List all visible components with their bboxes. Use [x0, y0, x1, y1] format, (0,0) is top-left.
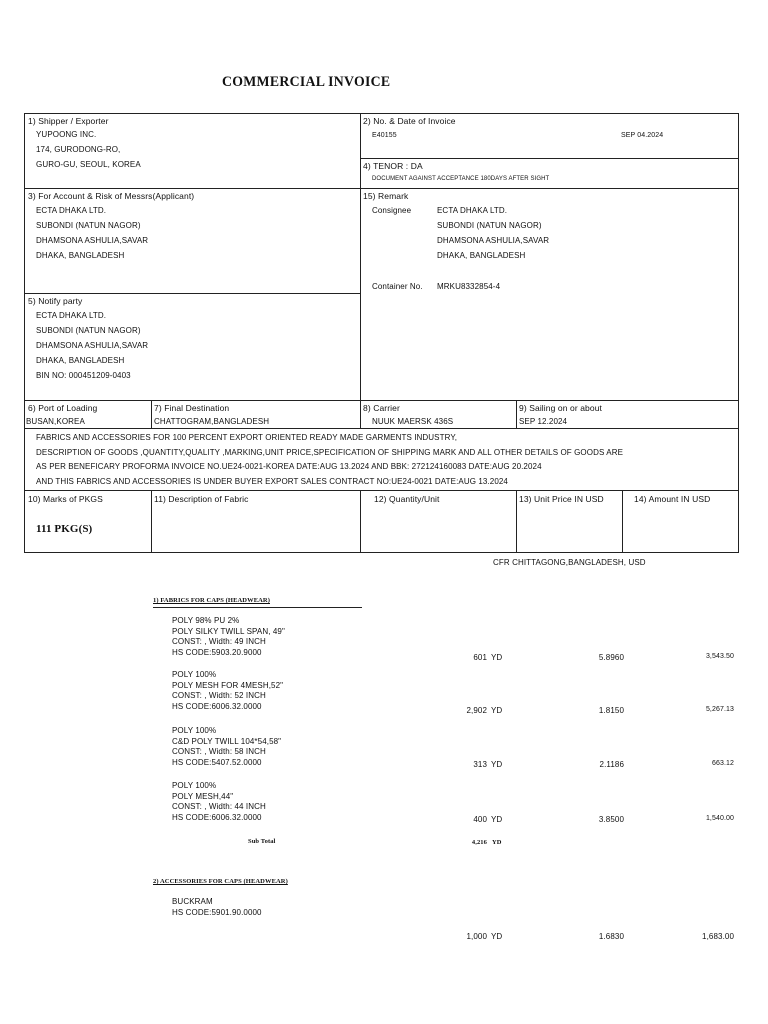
consignee-address: ECTA DHAKA LTD. SUBONDI (NATUN NAGOR) DHAMSONA ASHULIA,SAVAR DHAKA, BANGLADESH: [437, 206, 550, 260]
carrier: NUUK MAERSK 436S: [372, 417, 454, 426]
item-unit-price: 2.1186: [599, 760, 624, 769]
section-accessories-title: 2) ACCESSORIES FOR CAPS (HEADWEAR): [153, 878, 288, 885]
container-label: Container No.: [372, 282, 423, 291]
sailing-date: SEP 12.2024: [519, 417, 568, 426]
item-quantity: 601: [473, 653, 487, 662]
invoice-date: SEP 04.2024: [621, 132, 664, 139]
item-unit-price: 3.8500: [598, 815, 624, 824]
final-destination: CHATTOGRAM,BANGLADESH: [154, 417, 270, 426]
line-item: POLY 100% POLY MESH FOR 4MESH,52" CONST: , Width: 52 INCH HS CODE:6006.32.0000: [172, 670, 284, 711]
subtotal-label: Sub Total: [248, 838, 276, 845]
item-unit: YD: [491, 653, 503, 662]
shipper-address: YUPOONG INC. 174, GURODONG-RO, GURO-GU, SEOUL, KOREA: [36, 130, 141, 169]
column-unit-price: 13) Unit Price IN USD: [519, 494, 604, 504]
item-amount: 1,683.00: [702, 932, 734, 941]
container-number: MRKU8332854-4: [437, 282, 501, 291]
sailing-label: 9) Sailing on or about: [519, 403, 603, 413]
item-amount: 663.12: [711, 760, 734, 767]
shipper-label: 1) Shipper / Exporter: [28, 116, 109, 126]
column-description: 11) Description of Fabric: [154, 494, 249, 504]
carrier-label: 8) Carrier: [363, 403, 400, 413]
subtotal-quantity: 4,216: [471, 839, 487, 846]
item-unit: YD: [491, 706, 503, 715]
goods-description: FABRICS AND ACCESSORIES FOR 100 PERCENT EXPORT ORIENTED READY MADE GARMENTS INDUSTRY, DESCRIPTION OF GOODS ,QUANTITY,QUALITY ,MARKING,UNIT PRICE,SPECIFICATION OF SHIPPING MARK AND ALL OTHER DETAILS OF GOODS ARE AS PER BENEFICARY PROFORMA INVOICE NO.UE24-0021-KOREA DATE:AUG 13.2024 AND BBK: 272124160083 DATE:AUG 20.2024 AND THIS FABRICS AND ACCESSORIES IS UNDER BUYER EXPORT SALES CONTRACT NO:UE24-0021 DATE:AUG 13.2024: [36, 433, 624, 486]
item-amount: 1,540.00: [705, 815, 734, 822]
account-label: 3) For Account & Risk of Messrs(Applicant): [28, 191, 195, 201]
invoice-number: E40155: [372, 132, 397, 139]
delivery-terms: CFR CHITTAGONG,BANGLADESH, USD: [493, 558, 646, 567]
line-item: POLY 100% POLY MESH,44" CONST: , Width: 44 INCH HS CODE:6006.32.0000: [172, 781, 266, 822]
item-quantity: 400: [473, 815, 487, 824]
invoice-label: 2) No. & Date of Invoice: [363, 116, 456, 126]
line-item: POLY 98% PU 2% POLY SILKY TWILL SPAN, 49" CONST: , Width: 49 INCH HS CODE:5903.20.9000: [172, 616, 285, 657]
item-amount: 5,267.13: [705, 706, 734, 713]
item-quantity: 313: [473, 760, 487, 769]
item-unit: YD: [491, 815, 503, 824]
package-count: 111 PKG(S): [36, 523, 93, 535]
column-amount: 14) Amount IN USD: [634, 494, 711, 504]
item-quantity: 1,000: [466, 932, 487, 941]
tenor-text: DOCUMENT AGAINST ACCEPTANCE 180DAYS AFTER SIGHT: [372, 176, 550, 182]
item-amount: 3,543.50: [705, 653, 734, 660]
remark-label: 15) Remark: [363, 191, 409, 201]
item-unit-price: 5.8960: [598, 653, 624, 662]
item-unit: YD: [491, 760, 503, 769]
item-unit: YD: [491, 932, 503, 941]
notify-label: 5) Notify party: [28, 296, 83, 306]
section-fabrics-title: 1) FABRICS FOR CAPS (HEADWEAR): [153, 597, 270, 604]
line-item: POLY 100% C&D POLY TWILL 104*54,58" CONST: , Width: 58 INCH HS CODE:5407.52.0000: [172, 726, 282, 767]
column-marks: 10) Marks of PKGS: [28, 494, 103, 504]
column-quantity: 12) Quantity/Unit: [374, 494, 440, 504]
port-of-loading-label: 6) Port of Loading: [28, 403, 98, 413]
final-destination-label: 7) Final Destination: [154, 403, 230, 413]
line-item: BUCKRAM HS CODE:5901.90.0000: [172, 897, 262, 917]
item-quantity: 2,902: [466, 706, 487, 715]
item-unit-price: 1.8150: [598, 706, 624, 715]
notify-address: ECTA DHAKA LTD. SUBONDI (NATUN NAGOR) DHAMSONA ASHULIA,SAVAR DHAKA, BANGLADESH BIN NO: 000451209-0403: [36, 311, 149, 380]
consignee-label: Consignee: [372, 206, 412, 215]
subtotal-unit: YD: [492, 839, 502, 846]
item-unit-price: 1.6830: [598, 932, 624, 941]
port-of-loading: BUSAN,KOREA: [26, 417, 85, 426]
applicant-address: ECTA DHAKA LTD. SUBONDI (NATUN NAGOR) DHAMSONA ASHULIA,SAVAR DHAKA, BANGLADESH: [36, 206, 149, 260]
tenor-label: 4) TENOR : DA: [363, 161, 423, 171]
page-title: COMMERCIAL INVOICE: [222, 74, 391, 90]
